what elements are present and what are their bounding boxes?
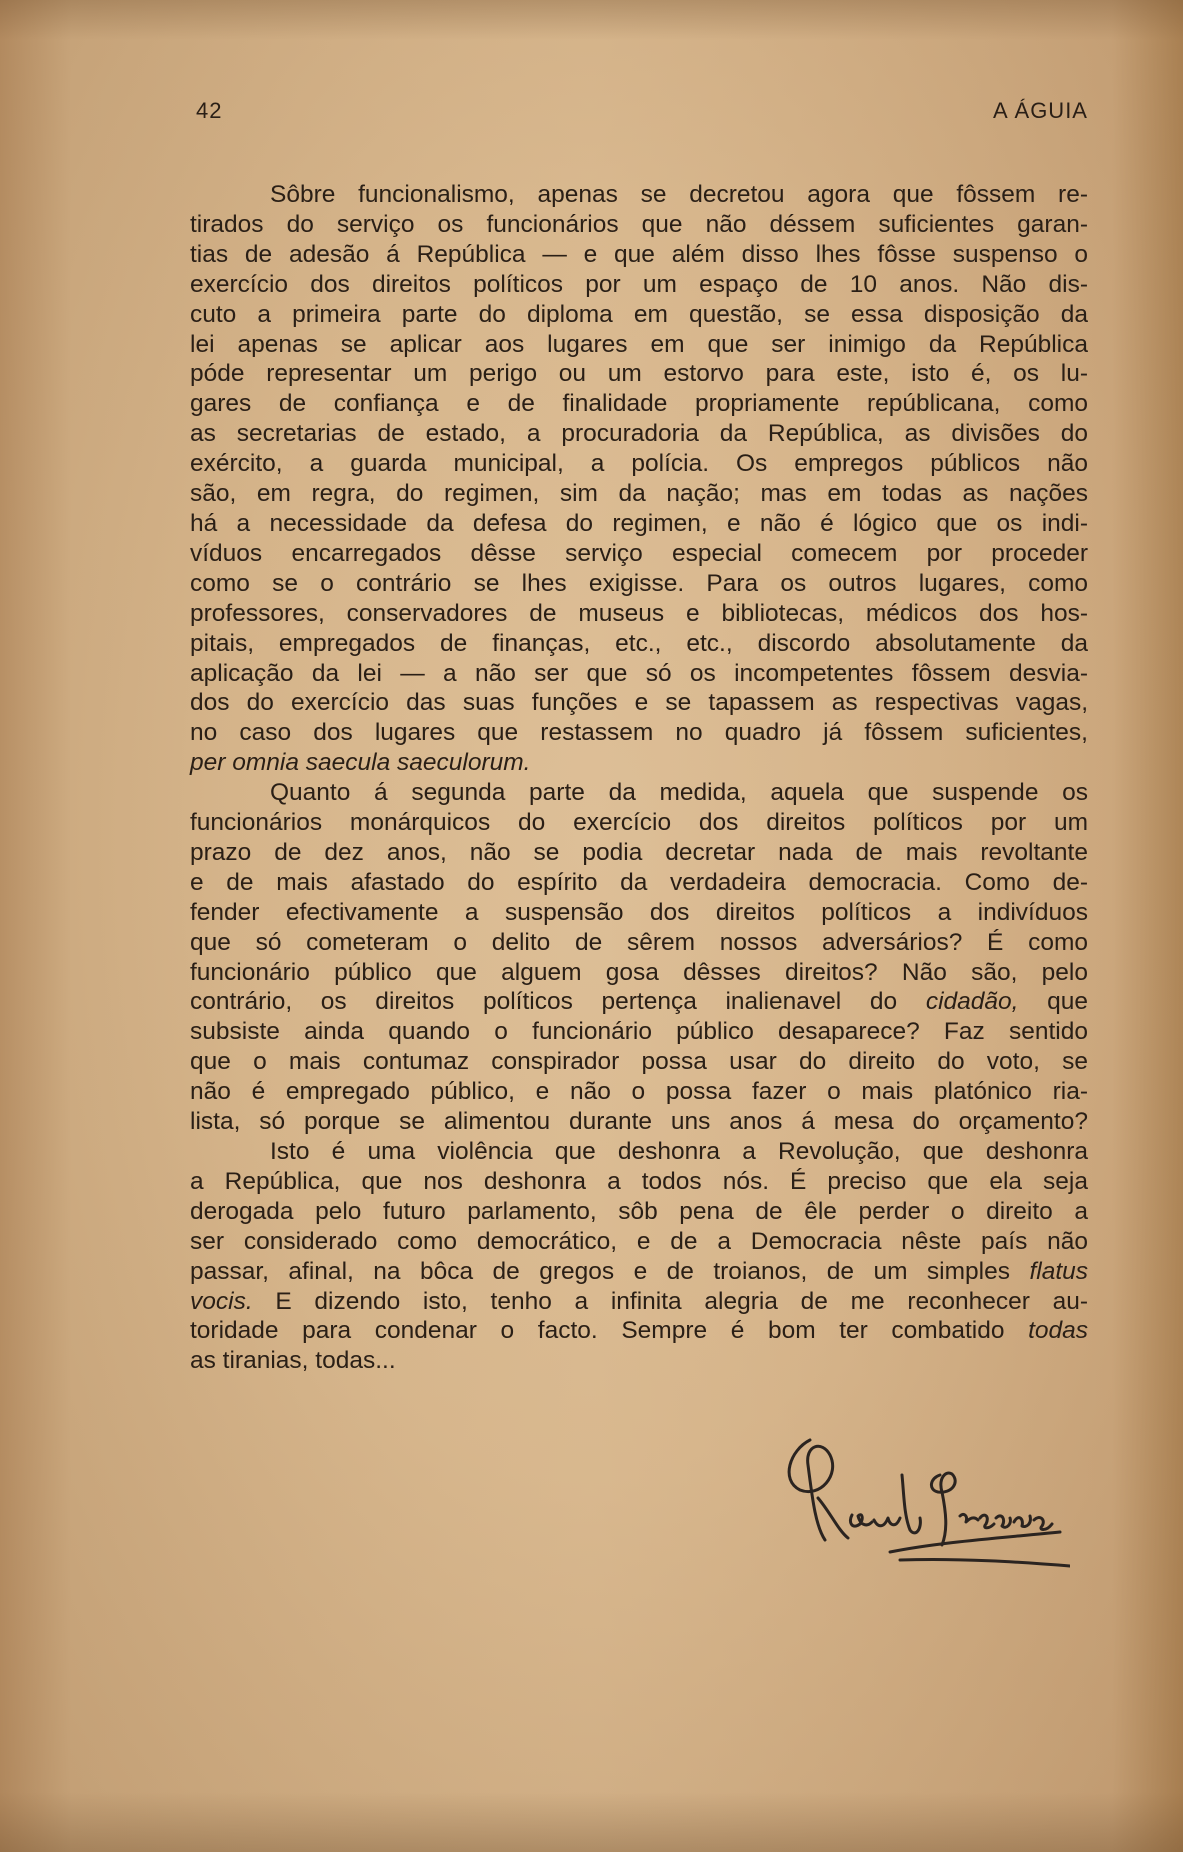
text-line: exército, a guarda municipal, a polícia. Os empregos públicos não bbox=[190, 450, 1088, 478]
italic-word: todas bbox=[1028, 1317, 1088, 1345]
text-segment: contrário, os direitos políticos pertença inalienavel do bbox=[190, 988, 926, 1016]
italic-word: vocis. bbox=[190, 1287, 253, 1315]
text-line: não é empregado público, e não o possa fazer o mais platónico ria- bbox=[190, 1078, 1088, 1106]
handwritten-signature bbox=[770, 1420, 1070, 1580]
paragraph-3 bbox=[190, 1137, 1088, 1376]
text-line: subsiste ainda quando o funcionário público desaparece? Faz sentido bbox=[190, 1018, 1088, 1046]
text-line bbox=[190, 1316, 1088, 1346]
text-line: aplicação da lei — a não ser que só os incompetentes fôssem desvia- bbox=[190, 659, 1088, 687]
text-line: ser considerado como democrático, e de a Democracia nêste país não bbox=[190, 1227, 1088, 1255]
text-line: Quanto á segunda parte da medida, aquela que suspende os bbox=[270, 779, 1088, 807]
text-line: prazo de dez anos, não se podia decretar nada de mais revoltante bbox=[190, 838, 1088, 866]
latin-phrase: per omnia saecula saeculorum. bbox=[190, 749, 531, 777]
text-line: como se o contrário se lhes exigisse. Para os outros lugares, como bbox=[190, 569, 1088, 597]
text-line: lista, só porque se alimentou durante uns anos á mesa do orçamento? bbox=[190, 1108, 1088, 1136]
text-segment: que bbox=[1018, 988, 1089, 1016]
text-line: a República, que nos deshonra a todos nós. É preciso que ela seja bbox=[190, 1167, 1088, 1195]
text-segment: toridade para condenar o facto. Sempre é bom ter combatido bbox=[190, 1317, 1029, 1345]
text-segment: passar, afinal, na bôca de gregos e de troianos, de um simples bbox=[190, 1257, 1030, 1285]
paragraph-1 bbox=[190, 180, 1088, 778]
text-line: funcionários monárquicos do exercício dos direitos políticos por um bbox=[190, 809, 1088, 837]
text-line: pitais, empregados de finanças, etc., etc., discordo absolutamente da bbox=[190, 629, 1088, 657]
italic-word: cidadão, bbox=[925, 988, 1019, 1016]
text-line: fender efectivamente a suspensão dos direitos políticos a indivíduos bbox=[190, 898, 1088, 926]
text-line: dos do exercício das suas funções e se tapassem as respectivas vagas, bbox=[190, 689, 1088, 717]
text-line: víduos encarregados dêsse serviço especial comecem por proceder bbox=[190, 539, 1088, 567]
text-line: no caso dos lugares que restassem no quadro já fôssem suficientes, bbox=[190, 719, 1088, 747]
text-line: há a necessidade da defesa do regimen, e não é lógico que os indi- bbox=[190, 509, 1088, 537]
paragraph-2 bbox=[190, 778, 1088, 1137]
text-line: as tiranias, todas... bbox=[190, 1347, 396, 1375]
text-line: derogada pelo futuro parlamento, sôb pena de êle perder o direito a bbox=[190, 1197, 1088, 1225]
text-line bbox=[190, 748, 1088, 778]
paper-edge-bottom bbox=[0, 1792, 1183, 1852]
text-line: Isto é uma violência que deshonra a Revolução, que deshonra bbox=[270, 1138, 1088, 1165]
text-line: são, em regra, do regimen, sim da nação; mas em todas as nações bbox=[190, 480, 1088, 508]
text-line: lei apenas se aplicar aos lugares em que ser inimigo da República bbox=[190, 330, 1088, 358]
text-line: e de mais afastado do espírito da verdadeira democracia. Como de- bbox=[190, 868, 1088, 896]
text-line: que só cometeram o delito de sêrem nossos adversários? É como bbox=[190, 928, 1088, 956]
text-line: que o mais contumaz conspirador possa usar do direito do voto, se bbox=[190, 1048, 1088, 1076]
text-line: exercício dos direitos políticos por um espaço de 10 anos. Não dis- bbox=[190, 270, 1088, 298]
text-line: gares de confiança e de finalidade propriamente repúblicana, como bbox=[190, 390, 1088, 418]
running-title: A ÁGUIA bbox=[992, 98, 1088, 123]
text-line bbox=[190, 987, 1088, 1017]
page-header bbox=[196, 98, 1088, 128]
text-line bbox=[190, 1257, 1088, 1287]
text-line: funcionário público que alguem gosa dêsses direitos? Não são, pelo bbox=[190, 958, 1088, 986]
page-number: 42 bbox=[196, 98, 223, 123]
text-line: tirados do serviço os funcionários que não déssem suficientes garan- bbox=[190, 210, 1088, 238]
text-line: póde representar um perigo ou um estorvo para este, isto é, os lu- bbox=[190, 360, 1088, 388]
paper-edge-top bbox=[0, 0, 1183, 40]
text-line: Sôbre funcionalismo, apenas se decretou agora que fôssem re- bbox=[270, 181, 1088, 208]
italic-word: flatus bbox=[1029, 1257, 1088, 1285]
text-line: cuto a primeira parte do diploma em questão, se essa disposição da bbox=[190, 300, 1088, 328]
article-body bbox=[190, 180, 1088, 1376]
text-line: tias de adesão á República — e que além disso lhes fôsse suspenso o bbox=[190, 240, 1088, 268]
text-segment: E dizendo isto, tenho a infinita alegria de me reconhecer au- bbox=[252, 1287, 1088, 1315]
text-line bbox=[190, 1287, 1088, 1317]
text-line: as secretarias de estado, a procuradoria da República, as divisões do bbox=[190, 420, 1088, 448]
text-line: professores, conservadores de museus e bibliotecas, médicos dos hos- bbox=[190, 599, 1088, 627]
